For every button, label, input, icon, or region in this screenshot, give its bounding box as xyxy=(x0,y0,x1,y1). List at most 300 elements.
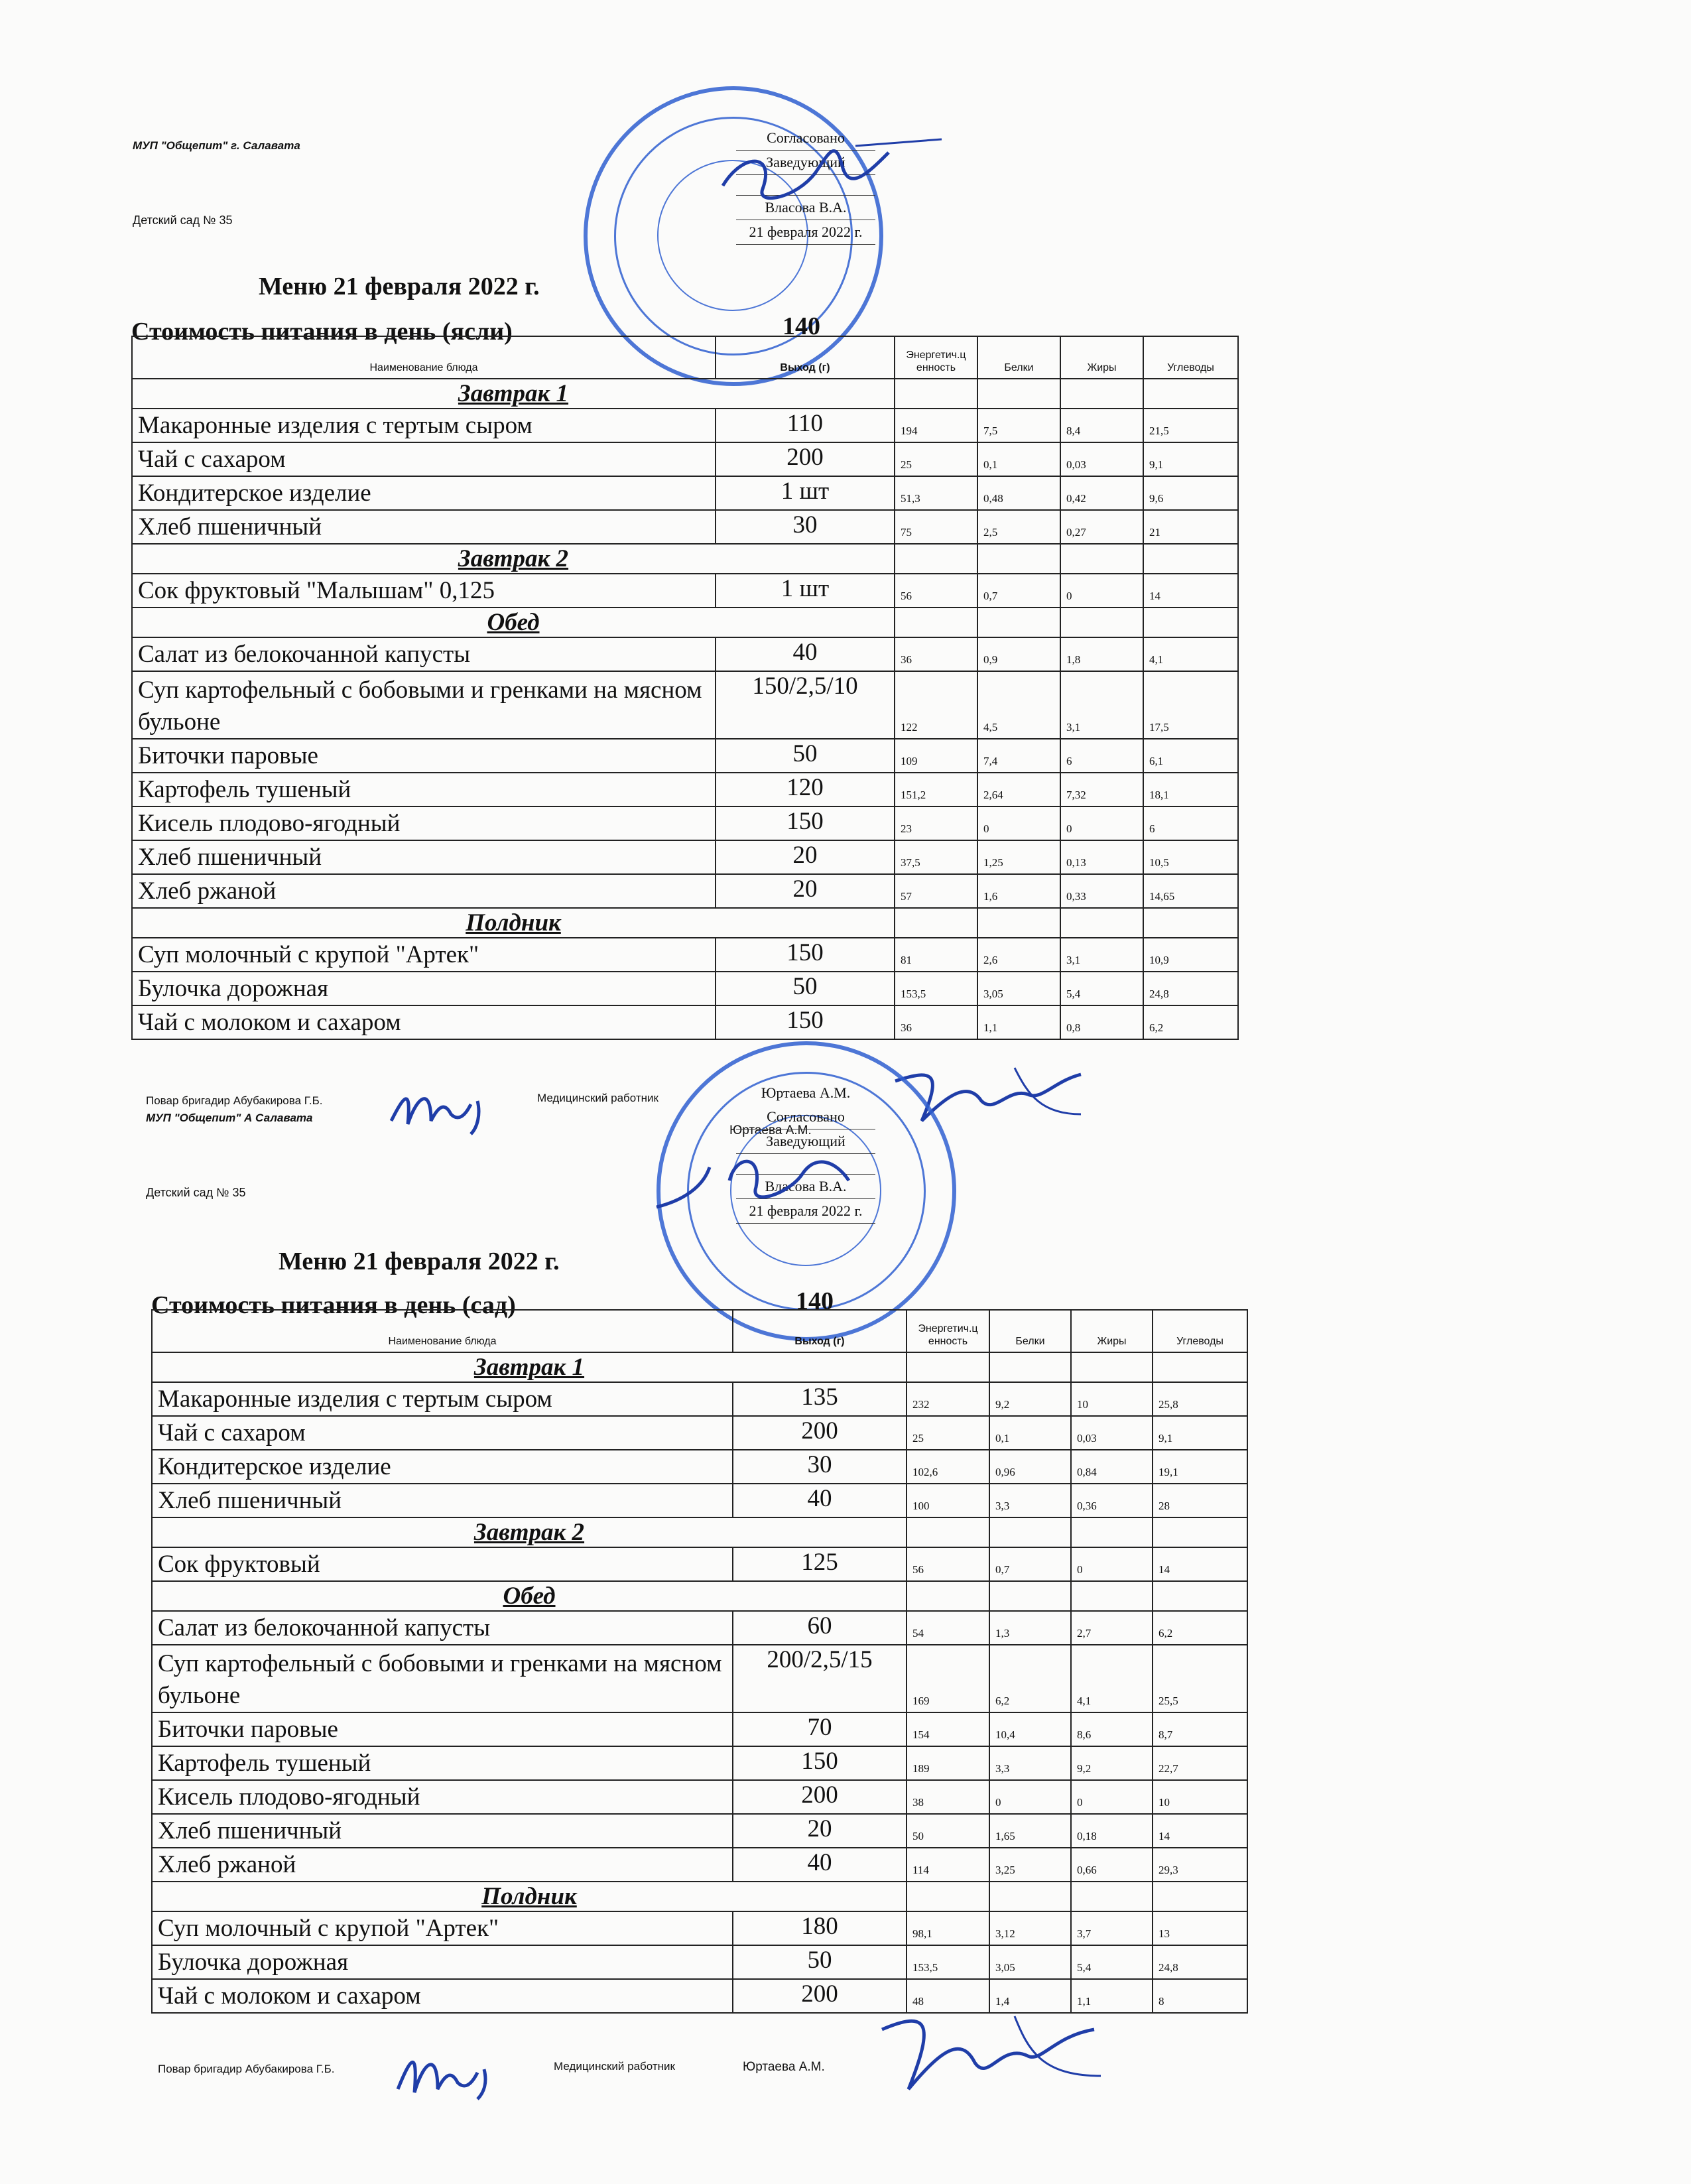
empty-cell xyxy=(989,1517,1071,1547)
table-row xyxy=(132,1005,1238,1039)
fats-value: 10 xyxy=(1071,1382,1153,1416)
dish-name: Булочка дорожная xyxy=(132,972,716,1005)
output-value: 1 шт xyxy=(716,476,895,510)
carbs-value: 10,9 xyxy=(1143,938,1238,972)
section-title: Завтрак 2 xyxy=(132,544,895,574)
dish-name: Кондитерское изделие xyxy=(132,476,716,510)
energy-value: 23 xyxy=(895,806,977,840)
output-value: 40 xyxy=(733,1848,907,1882)
dish-name: Хлеб ржаной xyxy=(132,874,716,908)
output-value: 40 xyxy=(733,1484,907,1517)
proteins-value: 2,5 xyxy=(977,510,1060,544)
energy-value: 48 xyxy=(907,1979,989,2013)
output-value: 150/2,5/10 xyxy=(716,671,895,739)
approval-head-2: Заведующий xyxy=(736,1129,875,1154)
carbs-value: 24,8 xyxy=(1153,1945,1247,1979)
empty-cell xyxy=(1060,544,1143,574)
empty-cell xyxy=(1153,1882,1247,1911)
header-dish: Наименование блюда xyxy=(152,1310,733,1352)
empty-cell xyxy=(1153,1581,1247,1611)
dish-name: Чай с сахаром xyxy=(152,1416,733,1450)
energy-value: 98,1 xyxy=(907,1911,989,1945)
energy-value: 25 xyxy=(895,442,977,476)
section-row xyxy=(132,908,1238,938)
dish-name: Картофель тушеный xyxy=(132,773,716,806)
table-row xyxy=(152,1416,1247,1450)
table-row xyxy=(132,637,1238,671)
output-value: 150 xyxy=(733,1746,907,1780)
table-header-row xyxy=(132,336,1238,379)
fats-value: 3,1 xyxy=(1060,938,1143,972)
dish-name: Биточки паровые xyxy=(132,739,716,773)
fats-value: 7,32 xyxy=(1060,773,1143,806)
dish-name: Сок фруктовый xyxy=(152,1547,733,1581)
energy-value: 232 xyxy=(907,1382,989,1416)
carbs-value: 19,1 xyxy=(1153,1450,1247,1484)
empty-cell xyxy=(907,1882,989,1911)
proteins-value: 1,1 xyxy=(977,1005,1060,1039)
dish-name: Кисель плодово-ягодный xyxy=(152,1780,733,1814)
empty-cell xyxy=(895,908,977,938)
fats-value: 5,4 xyxy=(1071,1945,1153,1979)
approval-medic-name: Юртаева А.М. xyxy=(761,1084,851,1101)
proteins-value: 0 xyxy=(977,806,1060,840)
table-row xyxy=(152,1611,1247,1645)
table-row xyxy=(152,1450,1247,1484)
carbs-value: 14 xyxy=(1153,1547,1247,1581)
empty-cell xyxy=(977,544,1060,574)
proteins-value: 0 xyxy=(989,1780,1071,1814)
empty-cell xyxy=(1143,379,1238,409)
proteins-value: 1,25 xyxy=(977,840,1060,874)
empty-cell xyxy=(907,1352,989,1382)
output-value: 200/2,5/15 xyxy=(733,1645,907,1712)
table-row xyxy=(152,1382,1247,1416)
fats-value: 0,84 xyxy=(1071,1450,1153,1484)
table-row xyxy=(132,574,1238,608)
energy-value: 114 xyxy=(907,1848,989,1882)
fats-value: 1,8 xyxy=(1060,637,1143,671)
header-fats: Жиры xyxy=(1060,336,1143,379)
proteins-value: 10,4 xyxy=(989,1712,1071,1746)
empty-cell xyxy=(895,608,977,637)
energy-value: 100 xyxy=(907,1484,989,1517)
footer2-cook: Повар бригадир Абубакирова Г.Б. xyxy=(158,2063,335,2075)
energy-value: 154 xyxy=(907,1712,989,1746)
proteins-value: 7,4 xyxy=(977,739,1060,773)
empty-cell xyxy=(989,1581,1071,1611)
energy-value: 169 xyxy=(907,1645,989,1712)
section-row xyxy=(152,1882,1247,1911)
output-value: 180 xyxy=(733,1911,907,1945)
carbs-value: 21,5 xyxy=(1143,409,1238,442)
table-row xyxy=(132,840,1238,874)
output-value: 60 xyxy=(733,1611,907,1645)
section-title: Обед xyxy=(132,608,895,637)
dish-name: Кондитерское изделие xyxy=(152,1450,733,1484)
approval-date: 21 февраля 2022 г. xyxy=(736,220,875,245)
org-name: МУП "Общепит" г. Салавата xyxy=(133,139,300,152)
dish-name: Чай с молоком и сахаром xyxy=(132,1005,716,1039)
header-proteins: Белки xyxy=(977,336,1060,379)
carbs-value: 14 xyxy=(1153,1814,1247,1848)
section-row xyxy=(132,544,1238,574)
empty-cell xyxy=(1060,908,1143,938)
dish-name: Хлеб пшеничный xyxy=(152,1814,733,1848)
output-value: 200 xyxy=(733,1780,907,1814)
dish-name: Суп картофельный с бобовыми и гренками на мясном бульоне xyxy=(152,1645,733,1712)
energy-value: 54 xyxy=(907,1611,989,1645)
header-energy: Энергетич.ц енность xyxy=(907,1310,989,1352)
table-row xyxy=(132,510,1238,544)
empty-cell xyxy=(895,379,977,409)
carbs-value: 24,8 xyxy=(1143,972,1238,1005)
proteins-value: 3,05 xyxy=(989,1945,1071,1979)
energy-value: 56 xyxy=(895,574,977,608)
fats-value: 0,03 xyxy=(1071,1416,1153,1450)
empty-cell xyxy=(1060,379,1143,409)
output-value: 150 xyxy=(716,1005,895,1039)
energy-value: 153,5 xyxy=(895,972,977,1005)
proteins-value: 0,1 xyxy=(977,442,1060,476)
output-value: 150 xyxy=(716,806,895,840)
header-fats: Жиры xyxy=(1071,1310,1153,1352)
dish-name: Сок фруктовый "Малышам" 0,125 xyxy=(132,574,716,608)
approval-agreed-2: Согласовано xyxy=(736,1105,875,1129)
empty-cell xyxy=(1143,608,1238,637)
menu2-cost-value: 140 xyxy=(796,1287,834,1315)
fats-value: 0 xyxy=(1071,1547,1153,1581)
output-value: 40 xyxy=(716,637,895,671)
footer1-cook: Повар бригадир Абубакирова Г.Б. xyxy=(146,1094,323,1107)
fats-value: 0,03 xyxy=(1060,442,1143,476)
table-row xyxy=(132,773,1238,806)
approval-name: Власова В.А. xyxy=(736,196,875,220)
fats-value: 8,6 xyxy=(1071,1712,1153,1746)
table-row xyxy=(132,938,1238,972)
carbs-value: 9,1 xyxy=(1143,442,1238,476)
carbs-value: 25,5 xyxy=(1153,1645,1247,1712)
energy-value: 36 xyxy=(895,637,977,671)
output-value: 150 xyxy=(716,938,895,972)
energy-value: 153,5 xyxy=(907,1945,989,1979)
table-header-row xyxy=(152,1310,1247,1352)
section-row xyxy=(132,608,1238,637)
kindergarten-label: Детский сад № 35 xyxy=(133,214,233,227)
empty-cell xyxy=(1060,608,1143,637)
output-value: 135 xyxy=(733,1382,907,1416)
energy-value: 57 xyxy=(895,874,977,908)
section-title: Завтрак 1 xyxy=(152,1352,907,1382)
table-row xyxy=(152,1645,1247,1712)
table-row xyxy=(132,409,1238,442)
dish-name: Макаронные изделия с тертым сыром xyxy=(132,409,716,442)
empty-cell xyxy=(989,1352,1071,1382)
header-output: Выход (г) xyxy=(716,336,895,379)
carbs-value: 18,1 xyxy=(1143,773,1238,806)
carbs-value: 6,1 xyxy=(1143,739,1238,773)
table-row xyxy=(132,972,1238,1005)
output-value: 110 xyxy=(716,409,895,442)
carbs-value: 22,7 xyxy=(1153,1746,1247,1780)
footer2-medic-label: Медицинский работник xyxy=(554,2060,675,2073)
proteins-value: 0,96 xyxy=(989,1450,1071,1484)
table-row xyxy=(152,1848,1247,1882)
energy-value: 56 xyxy=(907,1547,989,1581)
dish-name: Суп картофельный с бобовыми и гренками на мясном бульоне xyxy=(132,671,716,739)
header-carbs: Углеводы xyxy=(1143,336,1238,379)
dish-name: Салат из белокочанной капусты xyxy=(132,637,716,671)
output-value: 50 xyxy=(716,739,895,773)
output-value: 200 xyxy=(733,1416,907,1450)
dish-name: Макаронные изделия с тертым сыром xyxy=(152,1382,733,1416)
menu1-cost-value: 140 xyxy=(783,312,820,340)
header-carbs: Углеводы xyxy=(1153,1310,1247,1352)
empty-cell xyxy=(1143,544,1238,574)
head-signature-1 xyxy=(703,126,968,219)
fats-value: 0 xyxy=(1071,1780,1153,1814)
carbs-value: 21 xyxy=(1143,510,1238,544)
dish-name: Хлеб ржаной xyxy=(152,1848,733,1882)
table-row xyxy=(152,1814,1247,1848)
section-title: Полдник xyxy=(152,1882,907,1911)
empty-cell xyxy=(1071,1882,1153,1911)
carbs-value: 9,6 xyxy=(1143,476,1238,510)
output-value: 125 xyxy=(733,1547,907,1581)
empty-cell xyxy=(1143,908,1238,938)
table-row xyxy=(132,442,1238,476)
fats-value: 0,8 xyxy=(1060,1005,1143,1039)
output-value: 20 xyxy=(716,874,895,908)
medic-signature-2 xyxy=(869,1996,1121,2109)
table-row xyxy=(132,806,1238,840)
energy-value: 109 xyxy=(895,739,977,773)
carbs-value: 6 xyxy=(1143,806,1238,840)
fats-value: 4,1 xyxy=(1071,1645,1153,1712)
footer1-medic-name: Юртаева А.М. xyxy=(729,1124,812,1137)
table-row xyxy=(132,476,1238,510)
empty-cell xyxy=(977,608,1060,637)
energy-value: 189 xyxy=(907,1746,989,1780)
cook-signature-1 xyxy=(378,1068,511,1141)
table-row xyxy=(152,1746,1247,1780)
table-row xyxy=(152,1945,1247,1979)
section-title: Полдник xyxy=(132,908,895,938)
cook-signature-2 xyxy=(385,2029,517,2102)
menu2-title: Меню 21 февраля 2022 г. xyxy=(279,1248,560,1275)
proteins-value: 2,64 xyxy=(977,773,1060,806)
output-value: 20 xyxy=(716,840,895,874)
empty-cell xyxy=(907,1517,989,1547)
head-signature-2 xyxy=(637,1127,889,1220)
section-row xyxy=(152,1352,1247,1382)
fats-value: 0,42 xyxy=(1060,476,1143,510)
dish-name: Хлеб пшеничный xyxy=(132,840,716,874)
output-value: 1 шт xyxy=(716,574,895,608)
empty-cell xyxy=(977,379,1060,409)
table-row xyxy=(152,1712,1247,1746)
carbs-value: 9,1 xyxy=(1153,1416,1247,1450)
proteins-value: 1,65 xyxy=(989,1814,1071,1848)
proteins-value: 1,6 xyxy=(977,874,1060,908)
empty-cell xyxy=(977,908,1060,938)
dish-name: Хлеб пшеничный xyxy=(132,510,716,544)
dish-name: Биточки паровые xyxy=(152,1712,733,1746)
table-row xyxy=(132,671,1238,739)
fats-value: 0,33 xyxy=(1060,874,1143,908)
proteins-value: 3,3 xyxy=(989,1484,1071,1517)
fats-value: 1,1 xyxy=(1071,1979,1153,2013)
output-value: 30 xyxy=(716,510,895,544)
carbs-value: 8 xyxy=(1153,1979,1247,2013)
empty-cell xyxy=(1071,1581,1153,1611)
output-value: 200 xyxy=(716,442,895,476)
header-proteins: Белки xyxy=(989,1310,1071,1352)
footer1-medic-label: Медицинский работник xyxy=(537,1092,658,1104)
menu1-table xyxy=(131,336,1239,1040)
output-value: 70 xyxy=(733,1712,907,1746)
carbs-value: 28 xyxy=(1153,1484,1247,1517)
proteins-value: 0,9 xyxy=(977,637,1060,671)
fats-value: 5,4 xyxy=(1060,972,1143,1005)
table-row xyxy=(132,874,1238,908)
energy-value: 38 xyxy=(907,1780,989,1814)
empty-cell xyxy=(1071,1517,1153,1547)
output-value: 50 xyxy=(716,972,895,1005)
output-value: 50 xyxy=(733,1945,907,1979)
proteins-value: 2,6 xyxy=(977,938,1060,972)
dish-name: Картофель тушеный xyxy=(152,1746,733,1780)
proteins-value: 1,4 xyxy=(989,1979,1071,2013)
proteins-value: 3,12 xyxy=(989,1911,1071,1945)
approval-name-2: Власова В.А. xyxy=(736,1175,875,1199)
kindergarten-label-2: Детский сад № 35 xyxy=(146,1186,246,1199)
proteins-value: 1,3 xyxy=(989,1611,1071,1645)
proteins-value: 3,3 xyxy=(989,1746,1071,1780)
fats-value: 0 xyxy=(1060,806,1143,840)
fats-value: 0,36 xyxy=(1071,1484,1153,1517)
fats-value: 0,27 xyxy=(1060,510,1143,544)
carbs-value: 14,65 xyxy=(1143,874,1238,908)
carbs-value: 6,2 xyxy=(1143,1005,1238,1039)
proteins-value: 4,5 xyxy=(977,671,1060,739)
energy-value: 122 xyxy=(895,671,977,739)
carbs-value: 6,2 xyxy=(1153,1611,1247,1645)
dish-name: Булочка дорожная xyxy=(152,1945,733,1979)
dish-name: Чай с молоком и сахаром xyxy=(152,1979,733,2013)
carbs-value: 14 xyxy=(1143,574,1238,608)
approval-agreed: Согласовано xyxy=(736,126,875,151)
proteins-value: 7,5 xyxy=(977,409,1060,442)
section-row xyxy=(152,1517,1247,1547)
header-output: Выход (г) xyxy=(733,1310,907,1352)
approval-head: Заведующий xyxy=(736,151,875,175)
approval-date-2: 21 февраля 2022 г. xyxy=(736,1199,875,1224)
empty-cell xyxy=(1071,1352,1153,1382)
carbs-value: 10 xyxy=(1153,1780,1247,1814)
fats-value: 2,7 xyxy=(1071,1611,1153,1645)
empty-cell xyxy=(907,1581,989,1611)
menu2-table xyxy=(151,1309,1248,2014)
org-name-2: МУП "Общепит" А Салавата xyxy=(146,1112,313,1124)
energy-value: 37,5 xyxy=(895,840,977,874)
table-row xyxy=(152,1547,1247,1581)
dish-name: Суп молочный с крупой "Артек" xyxy=(132,938,716,972)
proteins-value: 0,7 xyxy=(989,1547,1071,1581)
carbs-value: 25,8 xyxy=(1153,1382,1247,1416)
menu1-title: Меню 21 февраля 2022 г. xyxy=(259,273,540,300)
proteins-value: 9,2 xyxy=(989,1382,1071,1416)
empty-cell xyxy=(1153,1517,1247,1547)
energy-value: 151,2 xyxy=(895,773,977,806)
carbs-value: 29,3 xyxy=(1153,1848,1247,1882)
section-row xyxy=(132,379,1238,409)
energy-value: 194 xyxy=(895,409,977,442)
proteins-value: 3,05 xyxy=(977,972,1060,1005)
section-title: Завтрак 2 xyxy=(152,1517,907,1547)
proteins-value: 3,25 xyxy=(989,1848,1071,1882)
menu1-cost-label: Стоимость питания в день (ясли) xyxy=(131,318,513,346)
empty-cell xyxy=(1153,1352,1247,1382)
empty-cell xyxy=(895,544,977,574)
output-value: 20 xyxy=(733,1814,907,1848)
output-value: 200 xyxy=(733,1979,907,2013)
fats-value: 6 xyxy=(1060,739,1143,773)
fats-value: 0,18 xyxy=(1071,1814,1153,1848)
empty-cell xyxy=(989,1882,1071,1911)
output-value: 120 xyxy=(716,773,895,806)
proteins-value: 0,7 xyxy=(977,574,1060,608)
dish-name: Салат из белокочанной капусты xyxy=(152,1611,733,1645)
carbs-value: 17,5 xyxy=(1143,671,1238,739)
section-title: Обед xyxy=(152,1581,907,1611)
energy-value: 50 xyxy=(907,1814,989,1848)
table-row xyxy=(152,1484,1247,1517)
table-row xyxy=(152,1780,1247,1814)
footer2-medic-name: Юртаева А.М. xyxy=(743,2060,825,2074)
output-value: 30 xyxy=(733,1450,907,1484)
carbs-value: 13 xyxy=(1153,1911,1247,1945)
carbs-value: 10,5 xyxy=(1143,840,1238,874)
carbs-value: 8,7 xyxy=(1153,1712,1247,1746)
energy-value: 36 xyxy=(895,1005,977,1039)
carbs-value: 4,1 xyxy=(1143,637,1238,671)
energy-value: 102,6 xyxy=(907,1450,989,1484)
dish-name: Чай с сахаром xyxy=(132,442,716,476)
header-energy: Энергетич.ц енность xyxy=(895,336,977,379)
dish-name: Суп молочный с крупой "Артек" xyxy=(152,1911,733,1945)
proteins-value: 0,48 xyxy=(977,476,1060,510)
section-row xyxy=(152,1581,1247,1611)
header-dish: Наименование блюда xyxy=(132,336,716,379)
fats-value: 8,4 xyxy=(1060,409,1143,442)
proteins-value: 6,2 xyxy=(989,1645,1071,1712)
fats-value: 3,7 xyxy=(1071,1911,1153,1945)
fats-value: 0,66 xyxy=(1071,1848,1153,1882)
dish-name: Хлеб пшеничный xyxy=(152,1484,733,1517)
proteins-value: 0,1 xyxy=(989,1416,1071,1450)
table-row xyxy=(152,1911,1247,1945)
fats-value: 0 xyxy=(1060,574,1143,608)
energy-value: 51,3 xyxy=(895,476,977,510)
energy-value: 25 xyxy=(907,1416,989,1450)
fats-value: 0,13 xyxy=(1060,840,1143,874)
energy-value: 81 xyxy=(895,938,977,972)
energy-value: 75 xyxy=(895,510,977,544)
fats-value: 3,1 xyxy=(1060,671,1143,739)
section-title: Завтрак 1 xyxy=(132,379,895,409)
fats-value: 9,2 xyxy=(1071,1746,1153,1780)
